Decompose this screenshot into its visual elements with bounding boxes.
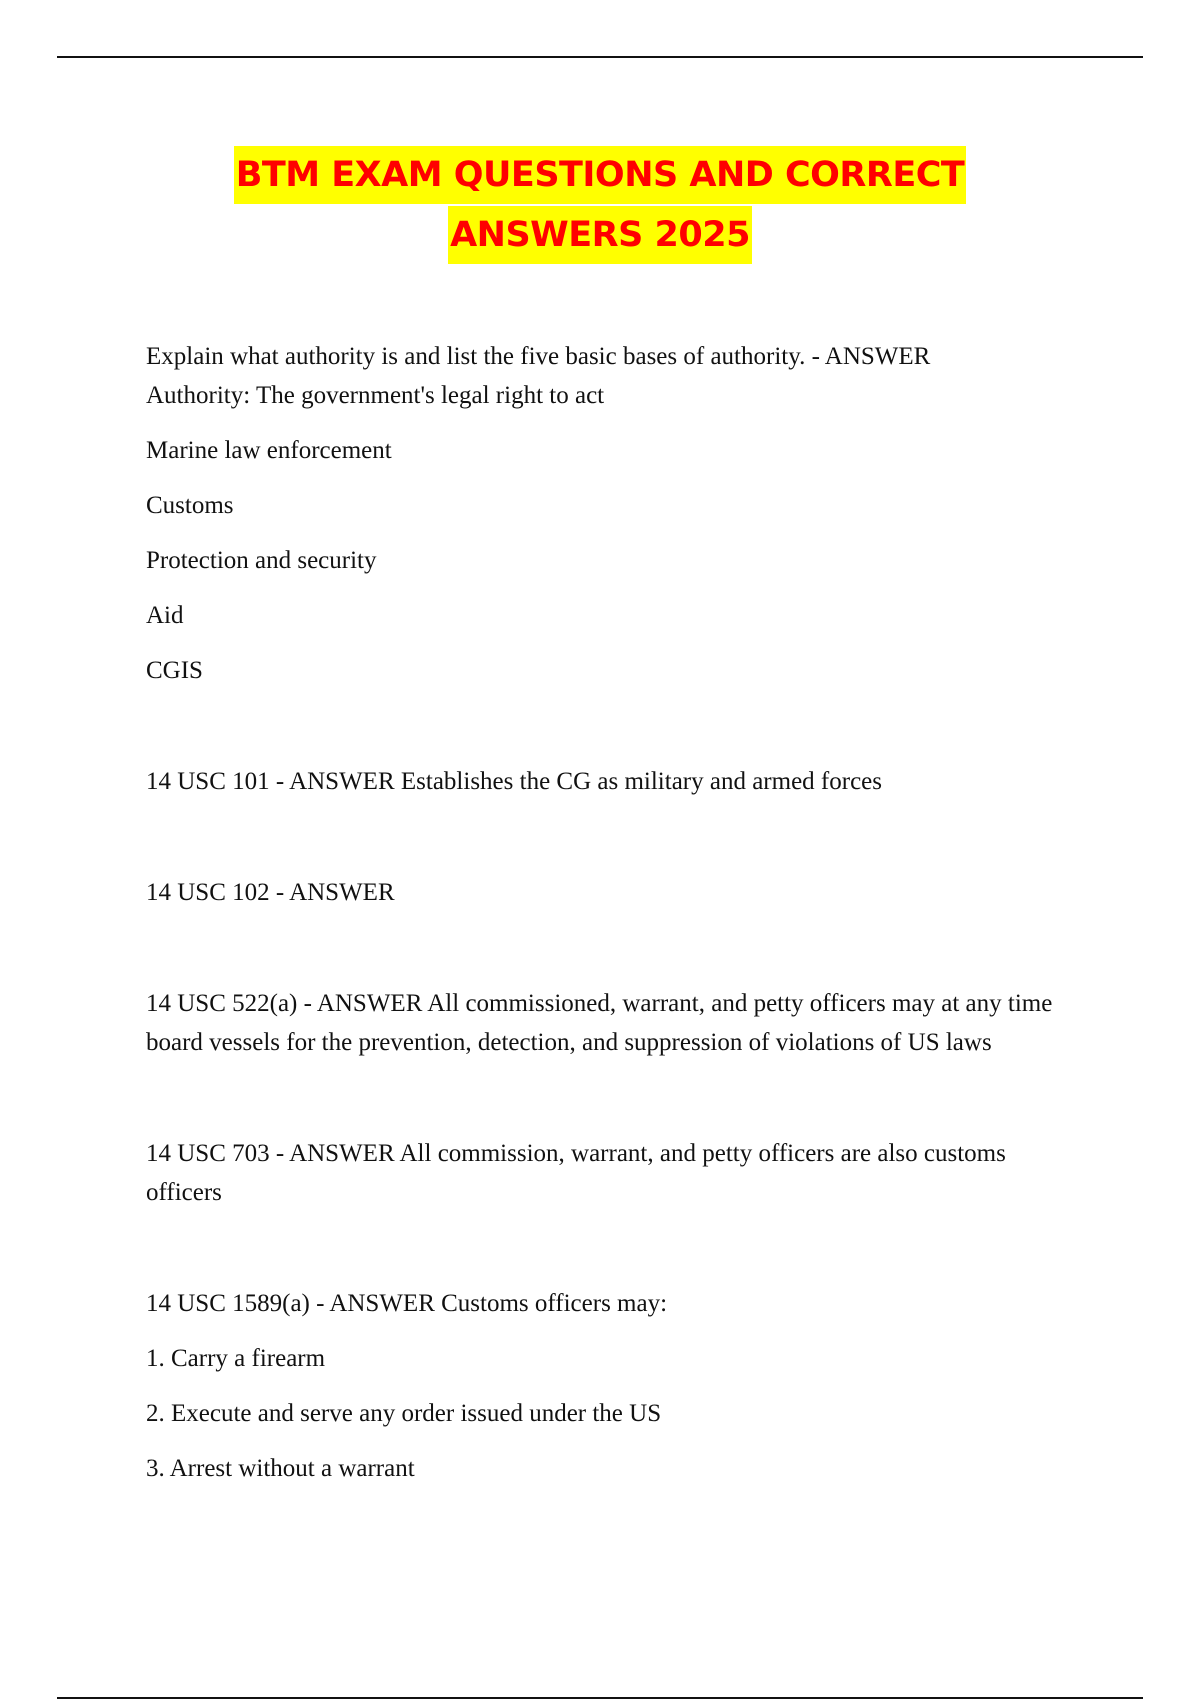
qa-entry: 14 USC 102 - ANSWER [146, 879, 395, 906]
answer-text: Authority: The government's legal right to act [146, 382, 605, 409]
list-item: Protection and security [146, 547, 377, 574]
qa-entry: 14 USC 703 - ANSWER All commission, warrant, and petty officers are also customs officers [146, 1140, 1006, 1206]
qa-entry: 14 USC 522(a) - ANSWER All commissioned, warrant, and petty officers may at any time board vessels for the prevention, detection, and suppression of violations of US laws [146, 990, 1053, 1056]
list-item: Aid [146, 602, 184, 629]
document-body [146, 337, 1076, 1488]
question-text: Explain what authority is and list the five basic bases of authority. - ANSWER [146, 343, 931, 370]
title-line-1: BTM EXAM QUESTIONS AND CORRECT [234, 146, 967, 204]
list-item: CGIS [146, 657, 203, 684]
list-item: 2. Execute and serve any order issued under the US [146, 1400, 662, 1427]
document-title [0, 146, 1200, 264]
title-line-2: ANSWERS 2025 [448, 206, 752, 264]
list-item: 1. Carry a firearm [146, 1345, 326, 1372]
qa-entry: 14 USC 1589(a) - ANSWER Customs officers may: [146, 1290, 668, 1317]
bottom-rule [57, 1697, 1143, 1699]
list-item: Marine law enforcement [146, 437, 392, 464]
list-item: 3. Arrest without a warrant [146, 1455, 415, 1482]
list-item: Customs [146, 492, 234, 519]
top-rule [57, 56, 1143, 58]
qa-entry: 14 USC 101 - ANSWER Establishes the CG as military and armed forces [146, 768, 882, 795]
